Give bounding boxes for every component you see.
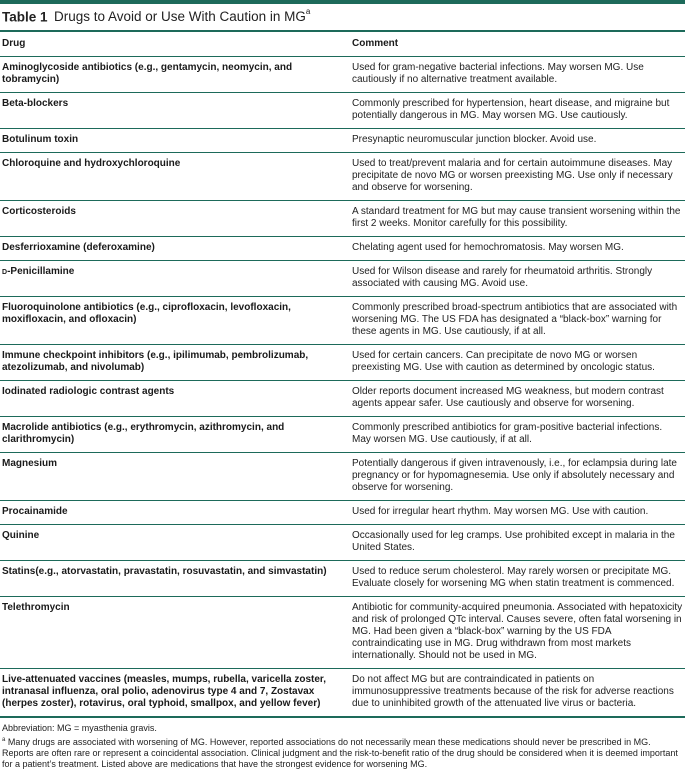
table-row bbox=[0, 669, 685, 718]
drug-name: Statins(e.g., atorvastatin, pravastatin, rosuvastatin, and simvastatin) bbox=[2, 566, 327, 577]
table-row bbox=[0, 501, 685, 525]
table-row bbox=[0, 153, 685, 201]
drug-cell bbox=[0, 561, 350, 597]
drug-name: Telethromycin bbox=[2, 602, 70, 613]
table-row bbox=[0, 561, 685, 597]
footnote-marker: a bbox=[2, 737, 6, 743]
title-footnote-marker: a bbox=[305, 7, 311, 16]
drug-cell bbox=[0, 597, 350, 669]
drug-cell bbox=[0, 345, 350, 381]
table-title bbox=[0, 4, 685, 30]
drug-name: Live-attenuated vaccines (measles, mumps, rubella, varicella zoster, intranasal influenza, oral polio, adenovirus type 4 and 7, Zostavax (herpes zoster), rotavirus, oral typhoid, smallpox, and yellow fever) bbox=[2, 674, 327, 709]
table-row bbox=[0, 237, 685, 261]
comment-cell: Used for certain cancers. Can precipitate de novo MG or worsen preexisting MG. Use with caution as determined by oncologic status. bbox=[350, 345, 685, 381]
comment-cell: Used for irregular heart rhythm. May worsen MG. Use with caution. bbox=[350, 501, 685, 525]
comment-cell: Occasionally used for leg cramps. Use prohibited except in malaria in the United States. bbox=[350, 525, 685, 561]
comment-cell: Used for Wilson disease and rarely for rheumatoid arthritis. Strongly associated with causing MG. Avoid use. bbox=[350, 261, 685, 297]
drug-name: Corticosteroids bbox=[2, 206, 76, 217]
drug-cell bbox=[0, 501, 350, 525]
comment-cell: Used to treat/prevent malaria and for certain autoimmune diseases. May precipitate de novo MG or worsen preexisting MG. Use only if necessary and observe for worsening. bbox=[350, 153, 685, 201]
drug-name: Magnesium bbox=[2, 458, 58, 469]
drug-cell bbox=[0, 237, 350, 261]
drug-cell bbox=[0, 525, 350, 561]
footnote-text: Many drugs are associated with worsening of MG. However, reported associations do not necessarily mean these medications should never be prescribed in MG. Reports are often rare or represent a coincidental association. Clinical judgment and the risk-to-benefit ratio of the drug should be considered when it is deemed important for a patient’s treatment. Listed above are medications that have the strongest evidence for worsening MG. bbox=[2, 737, 678, 769]
drug-cell bbox=[0, 201, 350, 237]
drug-cell bbox=[0, 417, 350, 453]
table-row bbox=[0, 129, 685, 153]
footnote-a bbox=[2, 735, 683, 770]
table-row bbox=[0, 597, 685, 669]
drug-cell bbox=[0, 453, 350, 501]
table-row bbox=[0, 525, 685, 561]
table-row bbox=[0, 57, 685, 93]
drug-name: -Penicillamine bbox=[7, 266, 75, 277]
table-row bbox=[0, 381, 685, 417]
comment-cell: Presynaptic neuromuscular junction blocker. Avoid use. bbox=[350, 129, 685, 153]
drug-name: Fluoroquinolone antibiotics (e.g., ciprofloxacin, levofloxacin, moxifloxacin, and ofloxacin) bbox=[2, 302, 291, 325]
table-row bbox=[0, 297, 685, 345]
drug-name: Immune checkpoint inhibitors (e.g., ipilimumab, pembrolizumab, atezolizumab, and nivolumab) bbox=[2, 350, 309, 373]
drug-name: Desferrioxamine (deferoxamine) bbox=[2, 242, 155, 253]
drug-cell bbox=[0, 129, 350, 153]
drug-name: Procainamide bbox=[2, 506, 68, 517]
drug-name: Botulinum toxin bbox=[2, 134, 79, 145]
comment-cell: Older reports document increased MG weakness, but modern contrast agents appear safer. Use cautiously and observe for worsening. bbox=[350, 381, 685, 417]
drug-name: Aminoglycoside antibiotics (e.g., gentamycin, neomycin, and tobramycin) bbox=[2, 62, 293, 85]
comment-cell: Antibiotic for community-acquired pneumonia. Associated with hepatoxicity and risk of prolonged QTc interval. Causes severe, often fatal worsening in MG. Had been given a “black-box” warning by the US FDA contraindicating use in MG. Drug withdrawn from most markets internationally. Should not be used in MG. bbox=[350, 597, 685, 669]
comment-cell: Commonly prescribed for hypertension, heart disease, and migraine but potentially dangerous in MG. May worsen MG. Use cautiously. bbox=[350, 93, 685, 129]
drug-cell bbox=[0, 57, 350, 93]
drug-name: Beta-blockers bbox=[2, 98, 69, 109]
comment-cell: Commonly prescribed antibiotics for gram-positive bacterial infections. May worsen MG. Use cautiously, if at all. bbox=[350, 417, 685, 453]
drug-name: Macrolide antibiotics (e.g., erythromycin, azithromycin, and clarithromycin) bbox=[2, 422, 285, 445]
drug-name: Quinine bbox=[2, 530, 40, 541]
drug-name: Chloroquine and hydroxychloroquine bbox=[2, 158, 181, 169]
table-body bbox=[0, 57, 685, 718]
comment-cell: Used to reduce serum cholesterol. May rarely worsen or precipitate MG. Evaluate closely for worsening MG when statin treatment is commenced. bbox=[350, 561, 685, 597]
comment-cell: Chelating agent used for hemochromatosis. May worsen MG. bbox=[350, 237, 685, 261]
column-header-comment: Comment bbox=[350, 32, 685, 57]
drug-prefix: d bbox=[2, 266, 8, 277]
drug-cell bbox=[0, 93, 350, 129]
footnotes bbox=[0, 718, 685, 770]
comment-cell: Commonly prescribed broad-spectrum antibiotics that are associated with worsening MG. The US FDA has designated a “black-box” warning for these agents in MG. Use cautiously, if at all. bbox=[350, 297, 685, 345]
table-header-row bbox=[0, 32, 685, 57]
drug-cell bbox=[0, 261, 350, 297]
table-row bbox=[0, 93, 685, 129]
abbreviation-note: Abbreviation: MG = myasthenia gravis. bbox=[2, 723, 157, 733]
table-number: Table 1 bbox=[2, 9, 48, 25]
comment-cell: Potentially dangerous if given intravenously, i.e., for eclampsia during late pregnancy or for hypomagnesemia. Use only if absolutely necessary and observe for worsening. bbox=[350, 453, 685, 501]
table-title-text: Drugs to Avoid or Use With Caution in MG bbox=[53, 9, 306, 25]
drug-cell bbox=[0, 297, 350, 345]
table-row bbox=[0, 261, 685, 297]
comment-cell: A standard treatment for MG but may cause transient worsening within the first 2 weeks. Monitor carefully for this possibility. bbox=[350, 201, 685, 237]
comment-cell: Used for gram-negative bacterial infections. May worsen MG. Use cautiously if no alternative treatment available. bbox=[350, 57, 685, 93]
table-row bbox=[0, 453, 685, 501]
table-row bbox=[0, 417, 685, 453]
drug-name: Iodinated radiologic contrast agents bbox=[2, 386, 175, 397]
table-row bbox=[0, 345, 685, 381]
drug-table bbox=[0, 32, 685, 718]
table-row bbox=[0, 201, 685, 237]
drug-cell bbox=[0, 669, 350, 718]
column-header-drug: Drug bbox=[0, 32, 350, 57]
drug-cell bbox=[0, 381, 350, 417]
comment-cell: Do not affect MG but are contraindicated in patients on immunosuppressive treatments because of the risk for adverse reactions due to uninhibited growth of the attenuated live virus or bacteria. bbox=[350, 669, 685, 718]
drug-cell bbox=[0, 153, 350, 201]
